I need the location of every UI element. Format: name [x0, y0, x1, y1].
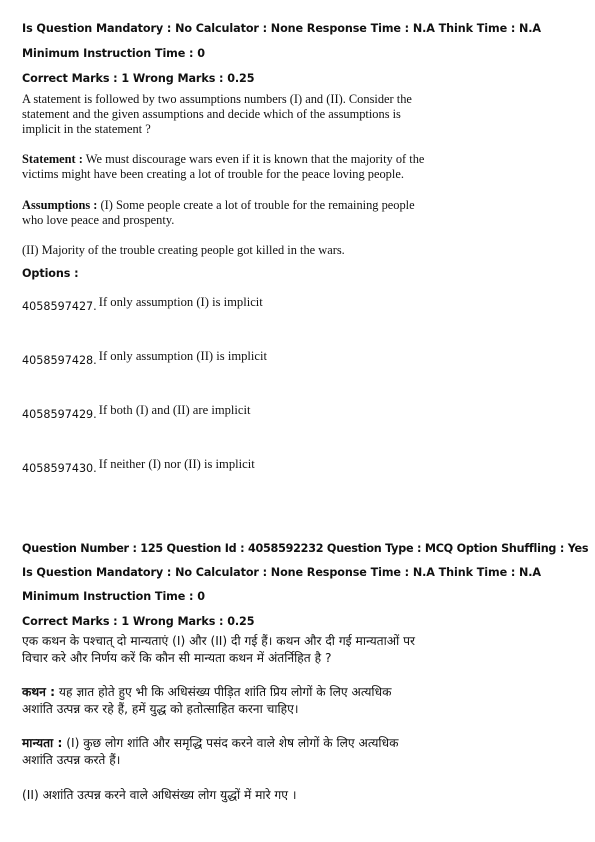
q2-statement-line: अशांति उत्पन्न कर रहे हैं, हमें युद्ध को हतोत्साहित करना चाहिए। [22, 702, 299, 716]
q2-assumptions-label: मान्यता : [22, 736, 63, 750]
q1-option-2[interactable] [22, 351, 267, 369]
option-text: If only assumption (II) is implicit [98, 349, 267, 363]
q2-statement-label: कथन : [22, 685, 56, 699]
q2-min-instruction-time: Minimum Instruction Time : 0 [22, 590, 205, 603]
option-id: 4058597427. [22, 300, 97, 313]
q1-statement-label: Statement : [22, 152, 83, 166]
option-text: If both (I) and (II) are implicit [98, 403, 251, 417]
q2-question-text [22, 633, 415, 667]
q1-assumption-line: (I) Some people create a lot of trouble for the remaining people [97, 198, 415, 212]
q2-question-line: विचार करे और निर्णय करें कि कौन सी मान्यता कथन में अंतर्निहित है ? [22, 651, 332, 665]
q1-statement-line: We must discourage wars even if it is known that the majority of the [82, 152, 425, 166]
q2-marks: Correct Marks : 1 Wrong Marks : 0.25 [22, 615, 255, 628]
option-text: If neither (I) nor (II) is implicit [98, 457, 255, 471]
q2-question-line: एक कथन के पश्चात् दो मान्यताएं (I) और (II) दी गई हैं। कथन और दी गई मान्यताओं पर [22, 634, 415, 648]
q1-option-1[interactable] [22, 297, 263, 315]
q1-question-line: A statement is followed by two assumptions numbers (I) and (II). Consider the [22, 92, 412, 106]
q2-assumption-line: अशांति उत्पन्न करते हैं। [22, 753, 121, 767]
q2-statement-line: यह ज्ञात होते हुए भी कि अधिसंख्य पीड़ित शांति प्रिय लोगों के लिए अत्यधिक [55, 685, 392, 699]
q1-marks: Correct Marks : 1 Wrong Marks : 0.25 [22, 72, 255, 85]
q2-assumptions [22, 735, 398, 769]
q2-assumption-line: (I) कुछ लोग शांति और समृद्धि पसंद करने वाले शेष लोगों के लिए अत्यधिक [62, 736, 399, 750]
q1-question-line: implicit in the statement ? [22, 122, 151, 136]
q1-assumption-line: who love peace and prospenty. [22, 213, 175, 227]
q1-statement-line: victims might have been creating a lot of trouble for the peace loving people. [22, 167, 404, 181]
q1-statement [22, 152, 424, 182]
q1-assumption-2: (II) Majority of the trouble creating people got killed in the wars. [22, 243, 345, 257]
q1-question-text [22, 92, 412, 137]
q2-meta-line: Is Question Mandatory : No Calculator : None Response Time : N.A Think Time : N.A [22, 566, 541, 579]
option-id: 4058597429. [22, 408, 97, 421]
option-text: If only assumption (I) is implicit [98, 295, 263, 309]
q2-statement [22, 684, 391, 718]
q1-option-3[interactable] [22, 405, 251, 423]
q2-assumption-2: (II) अशांति उत्पन्न करने वाले अधिसंख्य लोग युद्धों में मारे गए । [22, 788, 297, 802]
q1-min-instruction-time: Minimum Instruction Time : 0 [22, 47, 205, 60]
q1-meta-line: Is Question Mandatory : No Calculator : None Response Time : N.A Think Time : N.A [22, 22, 541, 35]
q1-question-line: statement and the given assumptions and decide which of the assumptions is [22, 107, 401, 121]
q1-options-label: Options : [22, 267, 79, 280]
q1-assumptions-label: Assumptions : [22, 198, 98, 212]
q2-header: Question Number : 125 Question Id : 4058592232 Question Type : MCQ Option Shuffling : Yes [22, 542, 589, 555]
option-id: 4058597428. [22, 354, 97, 367]
q1-option-4[interactable] [22, 459, 255, 477]
q1-assumptions [22, 198, 415, 228]
option-id: 4058597430. [22, 462, 97, 475]
